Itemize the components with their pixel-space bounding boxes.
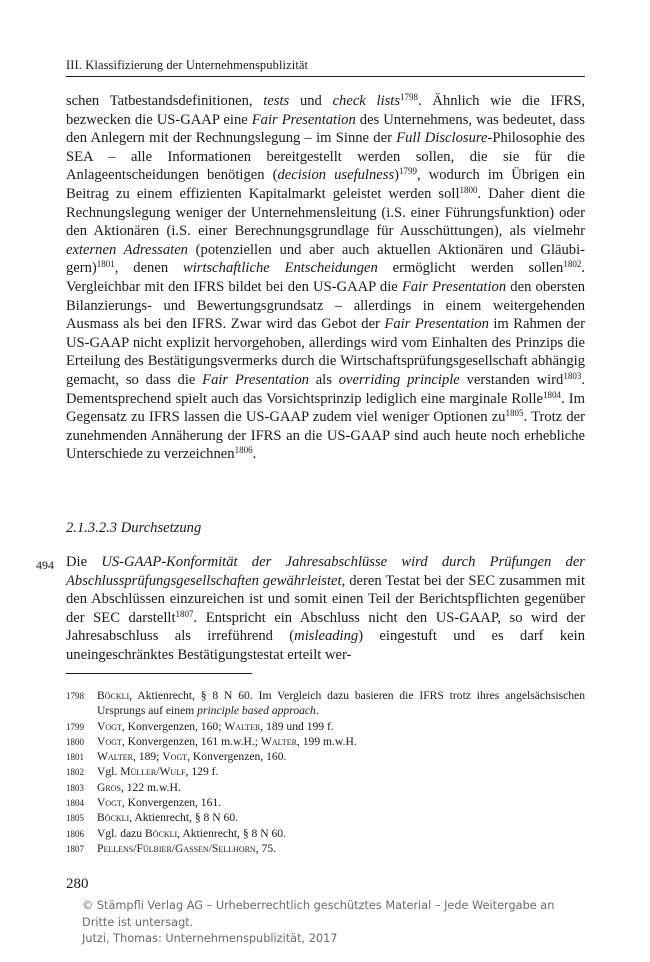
text-span: . Vergleichbar mit den IFRS bildet bei den US-GAAP die [66,260,586,295]
footnote-ref[interactable]: 1799 [399,166,417,177]
footnote-ref[interactable]: 1803 [563,370,582,381]
margin-number: 494 [36,558,54,572]
italic-term: Fair Presentation [202,371,309,388]
footnote-text: , Aktienrecht, § 8 N 60. Im Vergleich dazu basieren die IFRS trotz ihres angelsächsischen Ursprungs auf einem [97,689,585,718]
footnote-ref[interactable]: 1800 [459,184,478,195]
italic-term: Fair Presentation [251,111,356,128]
footnote-text: , 189 und 199 f. [260,719,334,733]
footnote-text: Vgl. [97,765,121,779]
footnote-ref[interactable]: 1804 [543,389,562,400]
text-span: , wodurch im Übrigen ein Beitrag zu einem effizienten Kapitalmarkt geleistet werden soll [66,167,585,202]
text-span: . Im Gegensatz zu IFRS lassen die US-GAAP zudem viel weniger Optionen zu [66,390,585,426]
italic-term: Fair Presentation [401,278,507,295]
footnote-1799 [66,719,585,734]
paragraph-1 [66,92,585,464]
text-span: -Philosophie des SEA – alle Informationen bereitgestellt werden sollen, die sie für die Anlageentscheidungen benötigen ( [66,130,585,184]
footnote-number: 1806 [66,828,84,839]
footnote-ref[interactable]: 1801 [96,259,115,270]
text-span: . Trotz der zunehmenden Annäherung der IFRS an die US-GAAP sind auch heute noch erhebliche Unterschiede zu verzeichnen [66,409,585,463]
footnote-text: , Konvergenzen, 160. [187,750,287,764]
footnotes [66,688,585,856]
author-name: Vogt [97,734,122,748]
italic-term: overriding principle [338,371,460,388]
footnote-text: , 122 m.w.H. [120,780,181,794]
italic-term: misleading [294,628,359,645]
text-span: im Rahmen der US-GAAP nicht explizit hervorgehoben, allerdings wird vom Einhalten des Prinzips die Erteilung des Bestätigungsvermerks durch die Wirtschaftsprüfungsgesellschaft abhängig gemacht, so dass die [66,316,585,388]
text-span: . Ähnlich wie die IFRS, bezwecken die US-GAAP eine [66,93,585,128]
footnote-text: , Aktienrecht, § 8 N 60. [177,826,287,840]
author-name: Walter [97,750,133,764]
text-span: . Daher dient die Rechnungslegung weniger der Unternehmensleitung (i.S. einer Führungsfunktion) oder den Aktionären (i.S. einer Berechnungsgrundlage für Ausschüttungen), als vielmehr [66,185,585,240]
italic-term: decision usefulness [277,167,395,184]
footnote-1803 [66,780,585,795]
running-header: III. Klassifizierung der Unternehmenspublizität [66,58,309,72]
footnote-number: 1807 [66,843,84,854]
footnote-ref[interactable]: 1802 [563,259,582,270]
footnote-number: 1804 [66,798,84,809]
footnote-text: , 129 f. [185,765,219,779]
footnote-text: . [315,704,319,718]
footnote-1801 [66,749,585,764]
footnote-number: 1800 [66,736,84,747]
italic-term: principle based approach [197,704,316,718]
paragraph-2 [66,553,585,665]
italic-term: Fair Presentation [384,316,489,333]
footnote-text: , Konvergenzen, 161. [121,796,222,810]
footnote-1800 [66,734,585,749]
italic-term: US-GAAP-Konformität der Jahresabschlüsse wird durch Prüfungen der Abschlussprüfungsgesellschaften gewährleistet [66,554,585,589]
footnote-1807 [66,841,585,856]
footnote-1798 [66,688,585,719]
footnote-text: , Konvergenzen, 160; [121,719,225,733]
footnote-number: 1799 [66,721,84,732]
text-span: des Unternehmens, was bedeutet, dass den Anlegern mit der Rechnungslegung – im Sinne der [66,111,585,147]
text-span: und [289,93,333,109]
footnote-ref[interactable]: 1806 [234,445,253,456]
author-name: Böckli [97,811,130,825]
text-span: verstanden wird [459,371,564,388]
author-name: Böckli [144,826,178,840]
italic-term: tests [263,93,290,109]
text-span: schen Tatbestandsdefinitionen, [66,93,264,109]
footnote-number: 1802 [66,767,84,778]
footnote-number: 1798 [66,691,84,701]
text-span: . Dementsprechend spielt auch das Vorsichtsprinzip lediglich eine marginale Rolle [66,371,585,407]
text-span: ) eingestuft und es darf kein uneingeschränktes Bestätigungstestat erteilt wer- [66,628,586,663]
footnote-1804 [66,795,585,810]
footnote-text: , 75. [255,841,277,855]
italic-term: Full Disclosure [396,130,488,147]
footnote-separator [66,673,252,674]
author-name: Vogt [162,750,188,764]
author-name: Walter [260,734,297,748]
footnote-number: 1801 [66,752,84,763]
author-name: Vogt [97,719,122,733]
copyright-notice [82,898,582,948]
citation-line: Jutzi, Thomas: Unternehmenspublizität, 2017 [82,932,338,946]
text-span: als [308,371,339,388]
footnote-ref[interactable]: 1805 [505,408,524,419]
footnote-1805 [66,810,585,825]
author-name: Pellens/Fülbier/Gassen/Sellhorn [97,841,256,855]
text-span: . [252,446,257,463]
header-rule [66,76,585,77]
footnote-text: , Aktienrecht, § 8 N 60. [129,811,239,825]
text-span: , denen [114,260,183,277]
footnote-number: 1805 [66,813,84,824]
author-name: Böckli [97,689,130,702]
footnote-1802 [66,764,585,779]
paragraph-494 [66,553,585,665]
italic-term: check lists [332,93,401,109]
text-span: Die [66,554,102,570]
page-number: 280 [66,876,89,892]
footnote-text: Vgl. dazu [97,826,145,840]
main-text [66,92,585,464]
text-span: ) [394,167,399,184]
author-name: Gros [97,780,121,794]
author-name: Müller/Wulf [120,765,186,779]
footnote-ref[interactable]: 1798 [400,92,419,102]
text-span: , deren Testat bei der SEC zusammen mit den Abschlüssen einzureichen ist und somit einen Teil der Berichtspflichten gegenüber der SEC darstellt [66,572,585,626]
text-span: (potenziellen und aber auch aktuellen Aktionären und Gläubigern) [66,241,586,277]
text-span: . Entspricht ein Abschluss nicht den US-GAAP, so wird der Jahresabschluss als irreführend ( [66,609,585,645]
author-name: Vogt [97,796,122,810]
italic-term: externen Adressaten [66,241,188,258]
text-span: den obersten Bilanzierungs- und Bewertungsgrundsatz – allerdings in einem weitergehenden Ausmass als bei den IFRS. Zwar wird das Gebot der [66,278,585,333]
section-heading: 2.1.3.2.3 Durchsetzung [66,520,202,536]
italic-term: wirtschaftliche Entscheidungen [182,260,378,277]
footnote-text: , 189; [132,750,163,764]
footnote-text: , 199 m.w.H. [296,734,357,748]
author-name: Walter [224,719,261,733]
text-span: ermöglicht werden sollen [377,260,564,277]
footnote-number: 1803 [66,782,84,793]
footnote-ref[interactable]: 1807 [175,608,194,619]
footnote-text: , Konvergenzen, 161 m.w.H.; [121,734,261,748]
copyright-line: © Stämpfli Verlag AG – Urheberrechtlich geschütztes Material – Jede Weitergabe an Dritte ist untersagt. [82,899,555,929]
footnote-1806 [66,826,585,841]
